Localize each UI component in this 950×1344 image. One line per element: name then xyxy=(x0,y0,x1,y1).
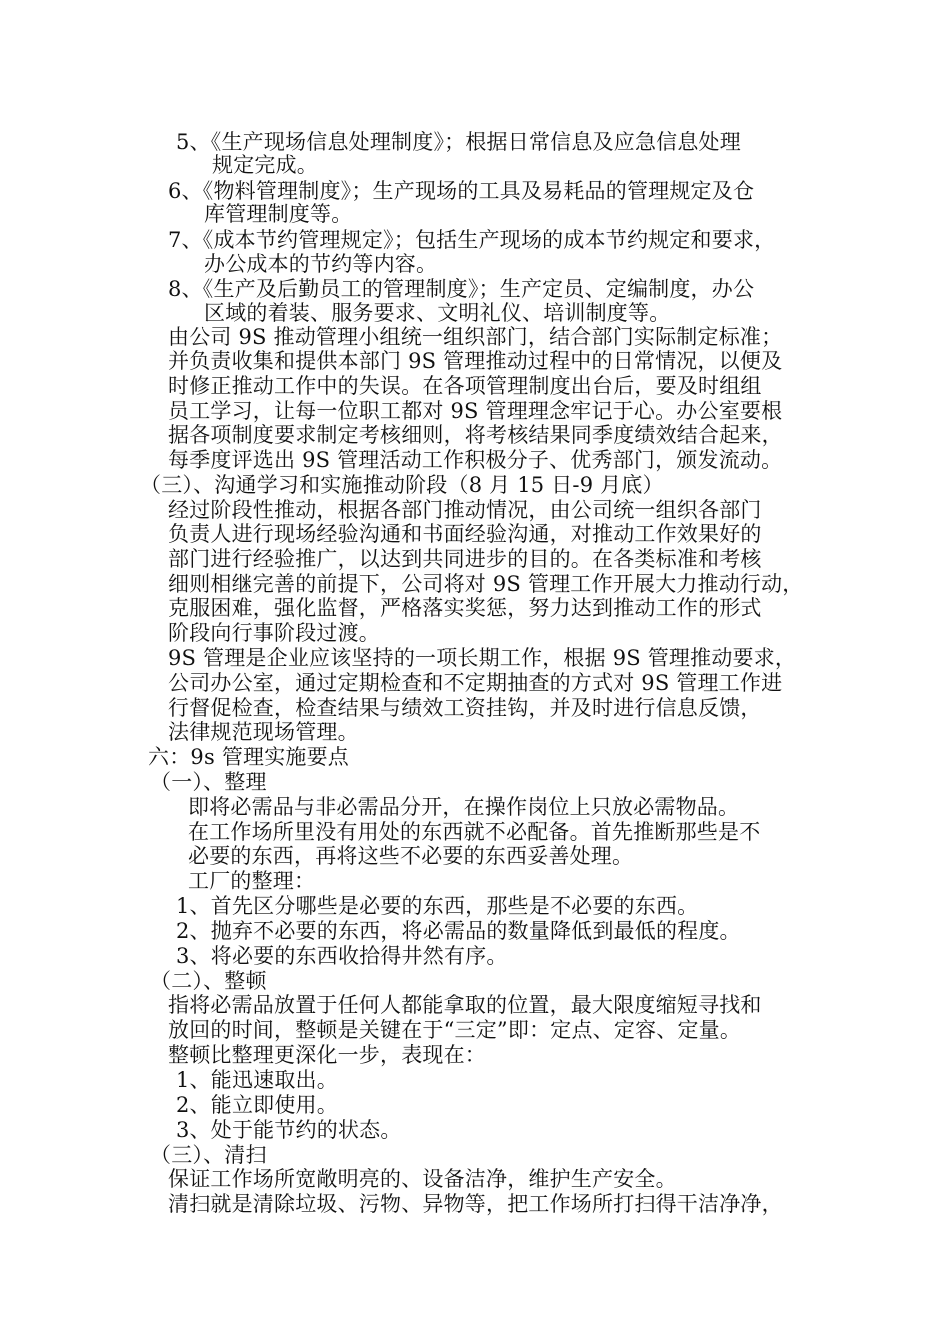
paragraph-line: 放回的时间，整顿是关键在于“三定”即：定点、定容、定量。 xyxy=(168,1018,742,1042)
paragraph-line: 并负责收集和提供本部门 9S 管理推动过程中的日常情况，以便及 xyxy=(168,349,783,373)
list-item-5-cont: 规定完成。 xyxy=(212,153,318,177)
list-item-7-cont: 办公成本的节约等内容。 xyxy=(204,252,438,276)
paragraph-line: 在工作场所里没有用处的东西就不必配备。首先推断那些是不 xyxy=(188,820,761,844)
chapter-heading: 六：9s 管理实施要点 xyxy=(148,745,350,769)
subsection-heading: （二）、整顿 xyxy=(150,969,267,993)
section-heading: （三）、沟通学习和实施推动阶段（8 月 15 日-9 月底） xyxy=(140,473,664,497)
list-item: 1、首先区分哪些是必要的东西，那些是不必要的东西。 xyxy=(176,894,699,918)
paragraph-line: 细则相继完善的前提下，公司将对 9S 管理工作开展大力推动行动， xyxy=(168,572,804,596)
list-item: 3、处于能节约的状态。 xyxy=(176,1118,402,1142)
list-item-5: 5、《生产现场信息处理制度》；根据日常信息及应急信息处理 xyxy=(176,130,741,154)
paragraph-line: 由公司 9S 推动管理小组统一组织部门，结合部门实际制定标准； xyxy=(168,325,783,349)
paragraph-line: 行督促检查，检查结果与绩效工资挂钩，并及时进行信息反馈， xyxy=(168,696,762,720)
paragraph-line: 整顿比整理更深化一步，表现在： xyxy=(168,1043,486,1067)
list-item: 3、将必要的东西收拾得井然有序。 xyxy=(176,944,508,968)
paragraph-line: 必要的东西，再将这些不必要的东西妥善处理。 xyxy=(188,844,634,868)
list-item: 2、抛弃不必要的东西，将必需品的数量降低到最低的程度。 xyxy=(176,919,741,943)
list-item-6: 6、《物料管理制度》；生产现场的工具及易耗品的管理规定及仓 xyxy=(168,179,755,203)
paragraph-line: 法律规范现场管理。 xyxy=(168,720,359,744)
paragraph-line: 每季度评选出 9S 管理活动工作积极分子、优秀部门，颁发流动。 xyxy=(168,448,783,472)
list-item: 2、能立即使用。 xyxy=(176,1093,338,1117)
paragraph-line: 克服困难，强化监督，严格落实奖惩，努力达到推动工作的形式 xyxy=(168,596,762,620)
paragraph-line: 工厂的整理： xyxy=(188,869,316,893)
paragraph-line: 即将必需品与非必需品分开，在操作岗位上只放必需物品。 xyxy=(188,795,740,819)
paragraph-line: 员工学习，让每一位职工都对 9S 管理理念牢记于心。办公室要根 xyxy=(168,399,783,423)
list-item-7: 7、《成本节约管理规定》；包括生产现场的成本节约规定和要求， xyxy=(168,228,776,252)
paragraph-line: 保证工作场所宽敞明亮的、设备洁净，维护生产安全。 xyxy=(168,1167,677,1191)
list-item: 1、能迅速取出。 xyxy=(176,1068,338,1092)
paragraph-line: 9S 管理是企业应该坚持的一项长期工作，根据 9S 管理推动要求， xyxy=(168,646,797,670)
paragraph-line: 部门进行经验推广，以达到共同进步的目的。在各类标准和考核 xyxy=(168,547,762,571)
list-item-8: 8、《生产及后勤员工的管理制度》；生产定员、定编制度，办公 xyxy=(168,277,755,301)
subsection-heading: （一）、整理 xyxy=(150,770,267,794)
paragraph-line: 指将必需品放置于任何人都能拿取的位置，最大限度缩短寻找和 xyxy=(168,993,762,1017)
paragraph-line: 经过阶段性推动，根据各部门推动情况，由公司统一组织各部门 xyxy=(168,498,762,522)
paragraph-line: 清扫就是清除垃圾、污物、异物等，把工作场所打扫得干洁净净， xyxy=(168,1192,783,1216)
paragraph-line: 负责人进行现场经验沟通和书面经验沟通，对推动工作效果好的 xyxy=(168,522,762,546)
paragraph-line: 阶段向行事阶段过渡。 xyxy=(168,621,380,645)
list-item-6-cont: 库管理制度等。 xyxy=(204,202,353,226)
list-item-8-cont: 区域的着装、服务要求、文明礼仪、培训制度等。 xyxy=(204,301,671,325)
subsection-heading: （三）、清扫 xyxy=(150,1143,267,1167)
paragraph-line: 时修正推动工作中的失误。在各项管理制度出台后，要及时组组 xyxy=(168,374,762,398)
paragraph-line: 公司办公室，通过定期检查和不定期抽查的方式对 9S 管理工作进 xyxy=(168,671,783,695)
paragraph-line: 据各项制度要求制定考核细则，将考核结果同季度绩效结合起来， xyxy=(168,423,783,447)
